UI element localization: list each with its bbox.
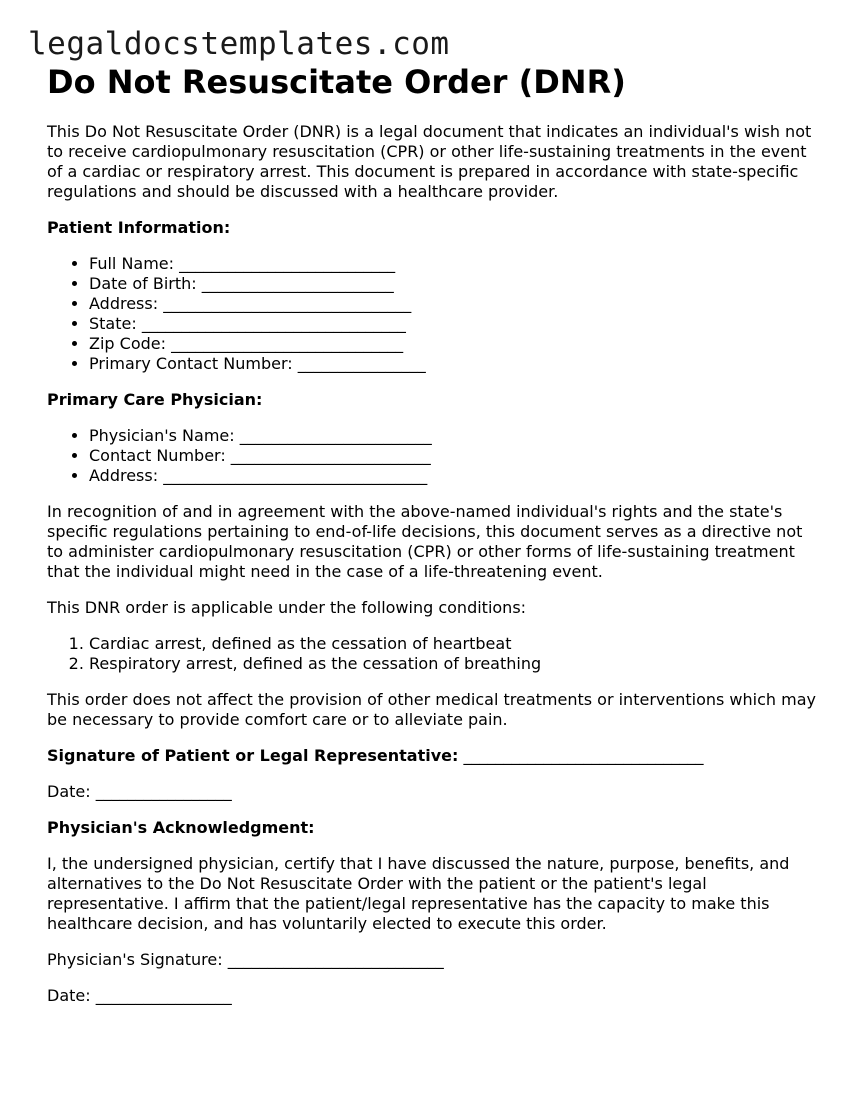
patient-information-heading: Patient Information:	[47, 218, 231, 237]
physician-information-list	[47, 426, 817, 486]
physician-address-field[interactable]: • Address: _________________________________	[89, 466, 817, 486]
patient-address-field[interactable]: • Address: _______________________________	[89, 294, 817, 314]
condition-item: 2. Respiratory arrest, defined as the cessation of breathing	[89, 654, 817, 674]
document-page	[47, 60, 817, 1006]
patient-signature-line[interactable]	[47, 746, 817, 766]
physician-acknowledgment-heading: Physician's Acknowledgment:	[47, 818, 315, 837]
physician-acknowledgment-paragraph: I, the undersigned physician, certify that I have discussed the nature, purpose, benefits, and alternatives to the Do Not Resuscitate Order with the patient or the patient's legal representative. I affirm that the patient/legal representative has the capacity to make this healthcare decision, and has voluntarily elected to execute this order.	[47, 854, 790, 933]
no-effect-paragraph: This order does not affect the provision of other medical treatments or interventions which may be necessary to provide comfort care or to alleviate pain.	[47, 690, 816, 729]
patient-information-list	[47, 254, 817, 374]
patient-signature-blank[interactable]: ______________________________	[458, 746, 704, 765]
conditions-intro: This DNR order is applicable under the following conditions:	[47, 598, 527, 617]
conditions-list	[47, 634, 817, 674]
physician-name-field[interactable]: • Physician's Name: ________________________	[89, 426, 817, 446]
watermark-text: legaldocstemplates.com	[28, 26, 450, 62]
physician-signature-field[interactable]: Physician's Signature: ___________________________	[47, 950, 444, 969]
document-title: Do Not Resuscitate Order (DNR)	[47, 63, 626, 101]
physician-contact-number-field[interactable]: • Contact Number: _________________________	[89, 446, 817, 466]
patient-zip-code-field[interactable]: • Zip Code: _____________________________	[89, 334, 817, 354]
recognition-paragraph: In recognition of and in agreement with the above-named individual's rights and the state's specific regulations pertaining to end-of-life decisions, this document serves as a directive not to administer cardiopulmonary resuscitation (CPR) or other forms of life-sustaining treatment that the individual might need in the case of a life-threatening event.	[47, 502, 803, 581]
patient-signature-label: Signature of Patient or Legal Representative:	[47, 746, 459, 765]
patient-signature-date-field[interactable]: Date: _________________	[47, 782, 232, 801]
patient-contact-number-field[interactable]: • Primary Contact Number: ________________	[89, 354, 817, 374]
intro-paragraph: This Do Not Resuscitate Order (DNR) is a legal document that indicates an individual's wish not to receive cardiopulmonary resuscitation (CPR) or other life-sustaining treatments in the event of a cardiac or respiratory arrest. This document is prepared in accordance with state-specific regulations and should be discussed with a healthcare provider.	[47, 122, 812, 201]
patient-state-field[interactable]: • State: _________________________________	[89, 314, 817, 334]
condition-item: 1. Cardiac arrest, defined as the cessation of heartbeat	[89, 634, 817, 654]
physician-signature-date-field[interactable]: Date: _________________	[47, 986, 232, 1005]
patient-date-of-birth-field[interactable]: • Date of Birth: ________________________	[89, 274, 817, 294]
primary-care-physician-heading: Primary Care Physician:	[47, 390, 263, 409]
patient-full-name-field[interactable]: • Full Name: ___________________________	[89, 254, 817, 274]
